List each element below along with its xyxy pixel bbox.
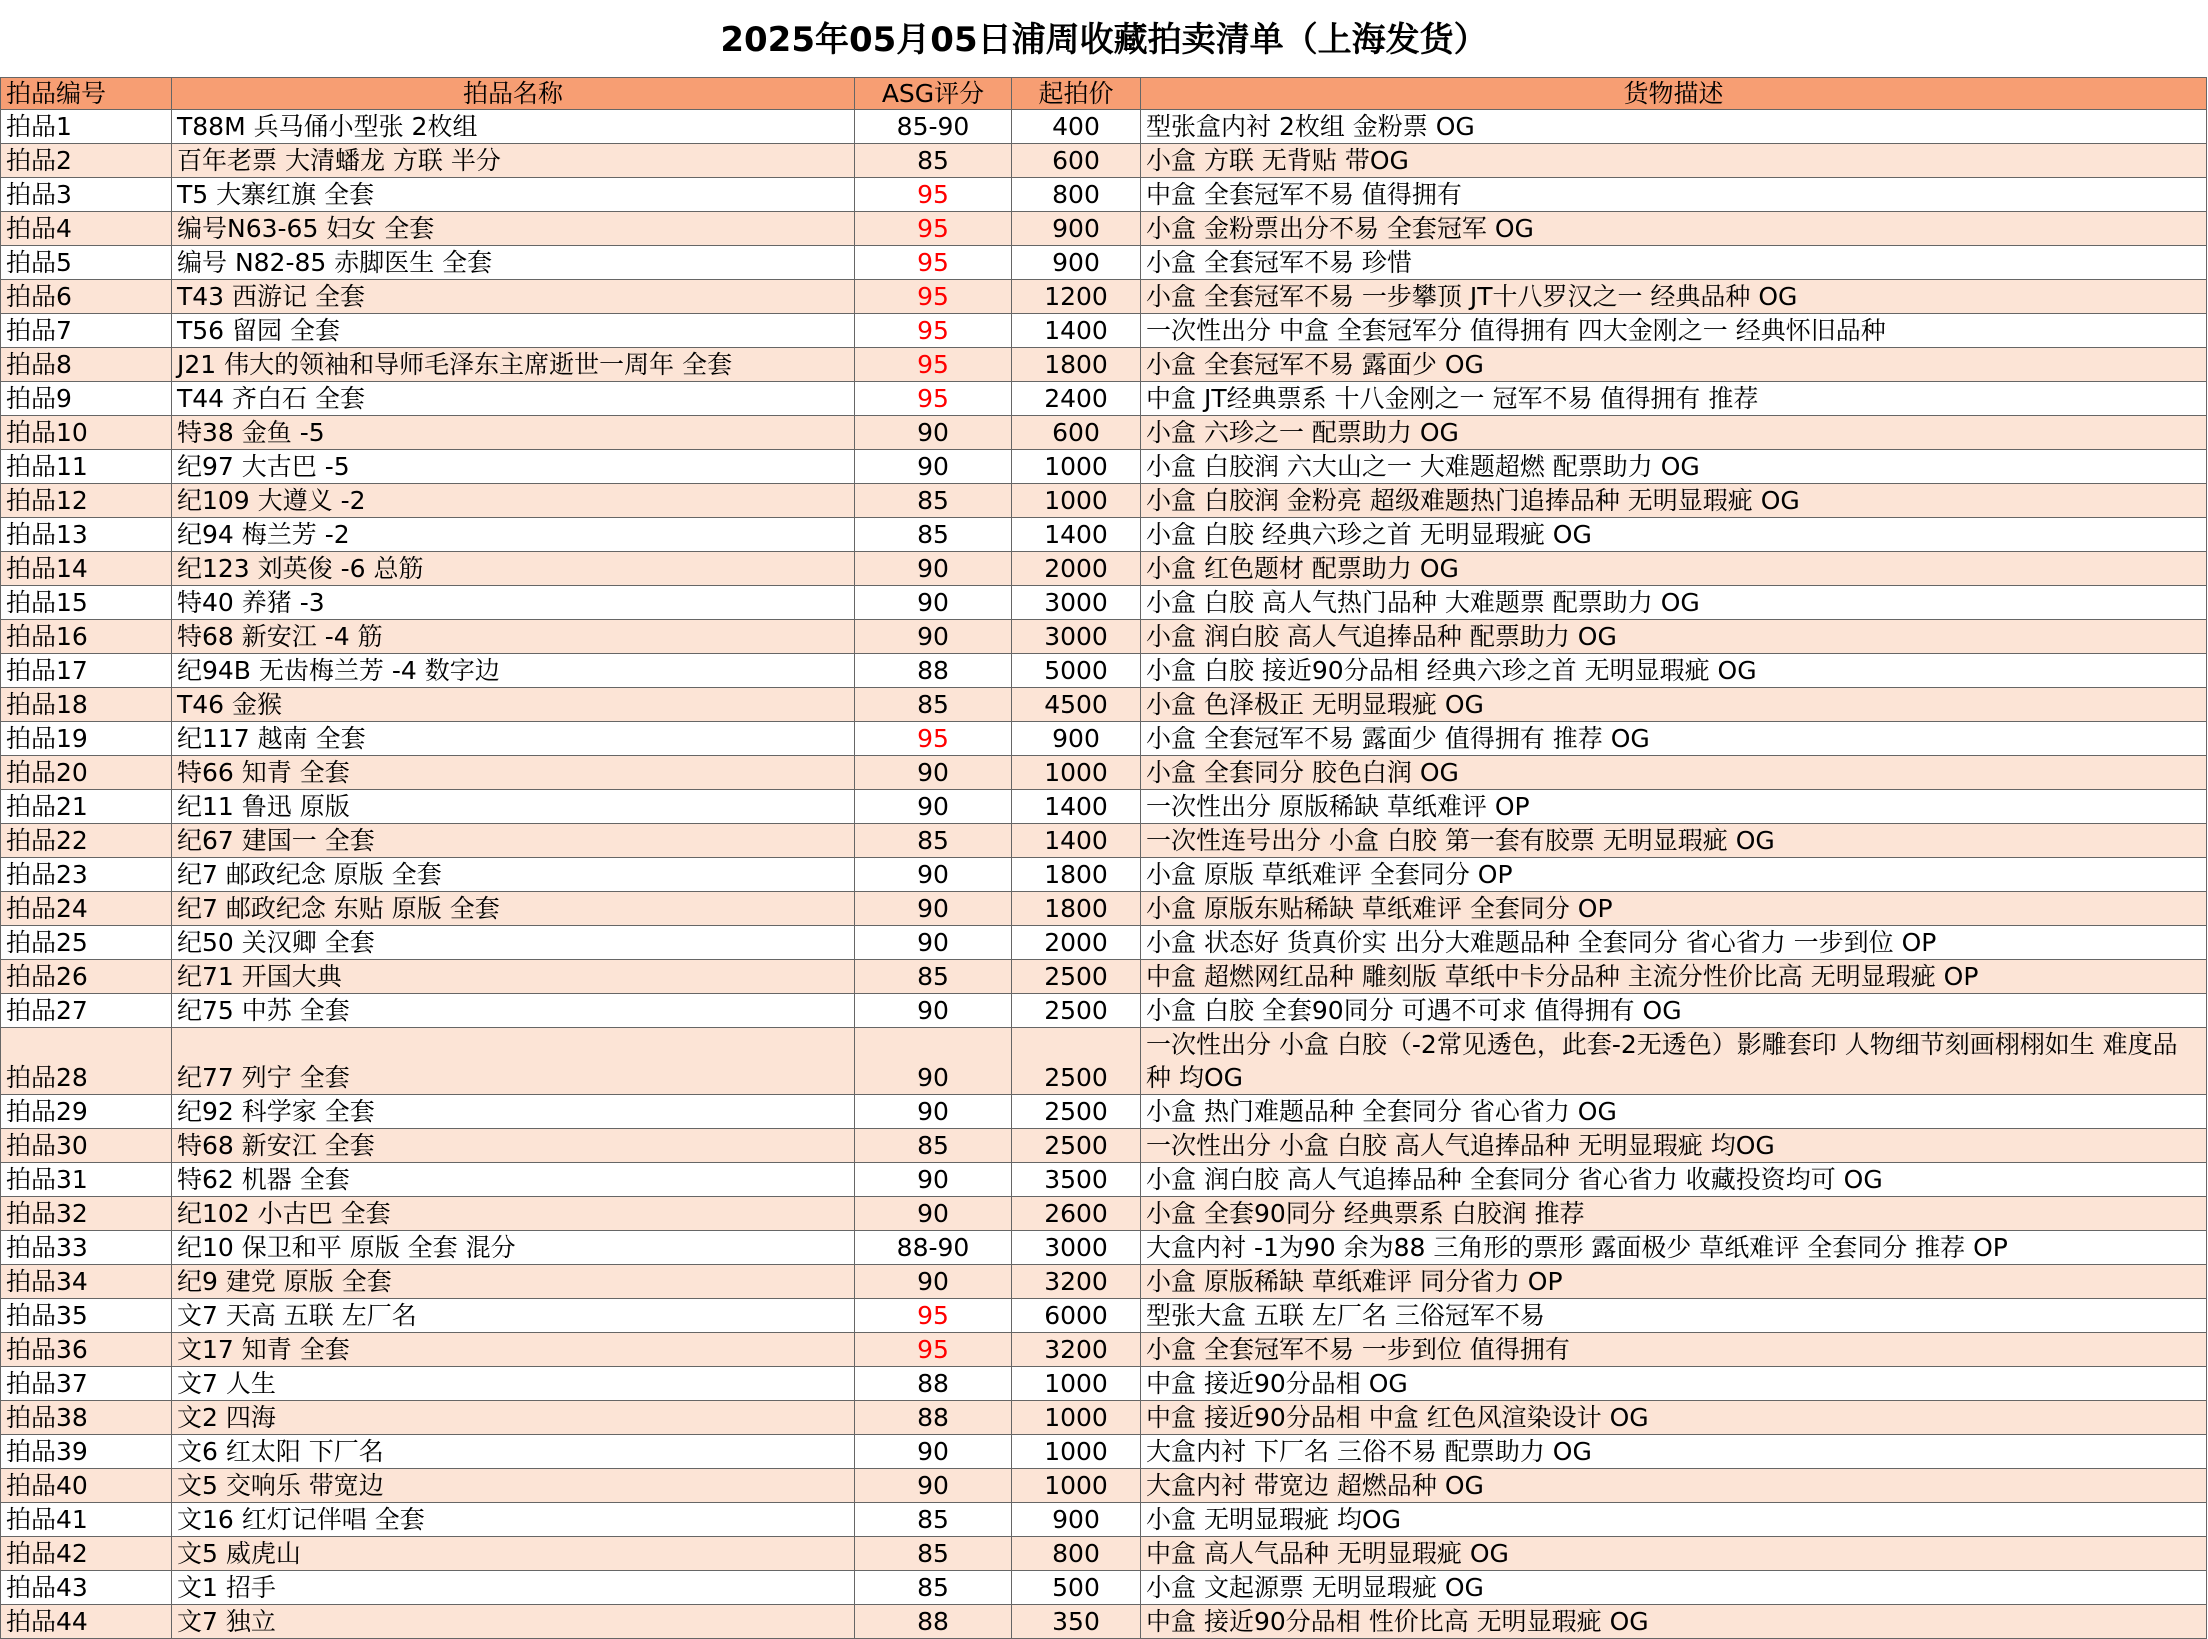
cell-lot-id: 拍品13: [1, 518, 172, 552]
cell-description: 小盒 方联 无背贴 带OG: [1141, 144, 2207, 178]
cell-lot-id: 拍品11: [1, 450, 172, 484]
cell-description: 小盒 白胶润 金粉亮 超级难题热门追捧品种 无明显瑕疵 OG: [1141, 484, 2207, 518]
cell-description: 小盒 红色题材 配票助力 OG: [1141, 552, 2207, 586]
cell-start-price: 1800: [1012, 348, 1141, 382]
cell-start-price: 350: [1012, 1605, 1141, 1639]
table-row: [1, 1299, 2207, 1333]
cell-lot-id: 拍品7: [1, 314, 172, 348]
cell-lot-id: 拍品16: [1, 620, 172, 654]
cell-start-price: 900: [1012, 722, 1141, 756]
table-row: [1, 994, 2207, 1028]
cell-lot-id: 拍品39: [1, 1435, 172, 1469]
cell-asg-score: 88: [855, 1605, 1012, 1639]
table-row: [1, 416, 2207, 450]
cell-start-price: 4500: [1012, 688, 1141, 722]
cell-lot-id: 拍品17: [1, 654, 172, 688]
cell-start-price: 2400: [1012, 382, 1141, 416]
cell-lot-name: 纪109 大遵义 -2: [172, 484, 855, 518]
cell-asg-score: 90: [855, 790, 1012, 824]
cell-asg-score: 90: [855, 1163, 1012, 1197]
cell-description: 中盒 接近90分品相 中盒 红色风渲染设计 OG: [1141, 1401, 2207, 1435]
table-body: [1, 110, 2207, 1639]
cell-lot-id: 拍品2: [1, 144, 172, 178]
table-row: [1, 824, 2207, 858]
cell-lot-id: 拍品8: [1, 348, 172, 382]
cell-description: 中盒 接近90分品相 性价比高 无明显瑕疵 OG: [1141, 1605, 2207, 1639]
cell-lot-name: 文6 红太阳 下厂名: [172, 1435, 855, 1469]
cell-start-price: 1200: [1012, 280, 1141, 314]
cell-lot-id: 拍品38: [1, 1401, 172, 1435]
cell-lot-id: 拍品10: [1, 416, 172, 450]
cell-description: 中盒 全套冠军不易 值得拥有: [1141, 178, 2207, 212]
cell-lot-id: 拍品3: [1, 178, 172, 212]
table-row: [1, 144, 2207, 178]
page-title: 2025年05月05日浦周收藏拍卖清单（上海发货）: [720, 20, 1488, 60]
cell-asg-score: 95: [855, 246, 1012, 280]
cell-lot-name: 特40 养猪 -3: [172, 586, 855, 620]
cell-asg-score: 90: [855, 892, 1012, 926]
cell-asg-score: 95: [855, 722, 1012, 756]
cell-asg-score: 90: [855, 756, 1012, 790]
cell-start-price: 1000: [1012, 484, 1141, 518]
column-header-desc: 货物描述: [1141, 78, 2207, 110]
cell-lot-id: 拍品1: [1, 110, 172, 144]
table-row: [1, 1367, 2207, 1401]
table-row: [1, 348, 2207, 382]
cell-description: 小盒 白胶 接近90分品相 经典六珍之首 无明显瑕疵 OG: [1141, 654, 2207, 688]
cell-lot-name: 纪7 邮政纪念 原版 全套: [172, 858, 855, 892]
cell-asg-score: 88: [855, 654, 1012, 688]
cell-asg-score: 90: [855, 926, 1012, 960]
cell-asg-score: 90: [855, 416, 1012, 450]
cell-start-price: 900: [1012, 212, 1141, 246]
cell-start-price: 3000: [1012, 1231, 1141, 1265]
table-row: [1, 110, 2207, 144]
cell-description: 小盒 六珍之一 配票助力 OG: [1141, 416, 2207, 450]
cell-lot-id: 拍品28: [1, 1028, 172, 1095]
cell-lot-id: 拍品14: [1, 552, 172, 586]
cell-description: 小盒 白胶润 六大山之一 大难题超燃 配票助力 OG: [1141, 450, 2207, 484]
cell-start-price: 1800: [1012, 858, 1141, 892]
cell-asg-score: 85: [855, 824, 1012, 858]
table-row: [1, 1435, 2207, 1469]
cell-start-price: 3200: [1012, 1265, 1141, 1299]
cell-start-price: 6000: [1012, 1299, 1141, 1333]
cell-start-price: 500: [1012, 1571, 1141, 1605]
cell-description: 小盒 热门难题品种 全套同分 省心省力 OG: [1141, 1095, 2207, 1129]
cell-lot-id: 拍品23: [1, 858, 172, 892]
cell-asg-score: 85: [855, 518, 1012, 552]
table-row: [1, 586, 2207, 620]
cell-lot-name: 纪94B 无齿梅兰芳 -4 数字边: [172, 654, 855, 688]
cell-asg-score: 90: [855, 858, 1012, 892]
cell-description: 小盒 原版东贴稀缺 草纸难评 全套同分 OP: [1141, 892, 2207, 926]
cell-start-price: 900: [1012, 1503, 1141, 1537]
cell-lot-name: T56 留园 全套: [172, 314, 855, 348]
cell-description: 中盒 高人气品种 无明显瑕疵 OG: [1141, 1537, 2207, 1571]
cell-description: 一次性出分 小盒 白胶（-2常见透色，此套-2无透色）影雕套印 人物细节刻画栩栩如生 难度品种 均OG: [1141, 1028, 2207, 1095]
cell-start-price: 1400: [1012, 314, 1141, 348]
cell-description: 小盒 状态好 货真价实 出分大难题品种 全套同分 省心省力 一步到位 OP: [1141, 926, 2207, 960]
cell-lot-name: 文5 交响乐 带宽边: [172, 1469, 855, 1503]
cell-asg-score: 88-90: [855, 1231, 1012, 1265]
cell-asg-score: 85: [855, 1129, 1012, 1163]
cell-description: 小盒 全套冠军不易 一步攀顶 JT十八罗汉之一 经典品种 OG: [1141, 280, 2207, 314]
cell-asg-score: 90: [855, 1435, 1012, 1469]
cell-lot-name: T43 西游记 全套: [172, 280, 855, 314]
cell-description: 大盒内衬 -1为90 余为88 三角形的票形 露面极少 草纸难评 全套同分 推荐 OP: [1141, 1231, 2207, 1265]
cell-start-price: 2600: [1012, 1197, 1141, 1231]
cell-lot-name: 纪94 梅兰芳 -2: [172, 518, 855, 552]
table-row: [1, 722, 2207, 756]
cell-lot-name: 纪10 保卫和平 原版 全套 混分: [172, 1231, 855, 1265]
table-row: [1, 518, 2207, 552]
cell-asg-score: 90: [855, 1469, 1012, 1503]
cell-lot-name: 纪92 科学家 全套: [172, 1095, 855, 1129]
cell-start-price: 2500: [1012, 1028, 1141, 1095]
column-header-price: 起拍价: [1012, 78, 1141, 110]
cell-lot-name: 特68 新安江 全套: [172, 1129, 855, 1163]
cell-start-price: 3000: [1012, 620, 1141, 654]
cell-lot-id: 拍品29: [1, 1095, 172, 1129]
cell-start-price: 1000: [1012, 1367, 1141, 1401]
cell-lot-name: 纪67 建国一 全套: [172, 824, 855, 858]
cell-asg-score: 90: [855, 450, 1012, 484]
cell-start-price: 2000: [1012, 552, 1141, 586]
cell-start-price: 2500: [1012, 960, 1141, 994]
cell-lot-name: 百年老票 大清蟠龙 方联 半分: [172, 144, 855, 178]
cell-lot-id: 拍品25: [1, 926, 172, 960]
table-row: [1, 552, 2207, 586]
cell-asg-score: 95: [855, 314, 1012, 348]
cell-description: 型张大盒 五联 左厂名 三俗冠军不易: [1141, 1299, 2207, 1333]
cell-lot-name: T46 金猴: [172, 688, 855, 722]
column-header-name: 拍品名称: [172, 78, 855, 110]
cell-description: 一次性出分 小盒 白胶 高人气追捧品种 无明显瑕疵 均OG: [1141, 1129, 2207, 1163]
cell-asg-score: 88: [855, 1367, 1012, 1401]
cell-description: 小盒 色泽极正 无明显瑕疵 OG: [1141, 688, 2207, 722]
cell-description: 一次性连号出分 小盒 白胶 第一套有胶票 无明显瑕疵 OG: [1141, 824, 2207, 858]
cell-start-price: 600: [1012, 144, 1141, 178]
table-row: [1, 1571, 2207, 1605]
cell-start-price: 900: [1012, 246, 1141, 280]
cell-lot-name: 纪75 中苏 全套: [172, 994, 855, 1028]
cell-asg-score: 85: [855, 484, 1012, 518]
cell-asg-score: 85: [855, 1571, 1012, 1605]
cell-lot-id: 拍品41: [1, 1503, 172, 1537]
table-row: [1, 1605, 2207, 1639]
cell-asg-score: 85: [855, 144, 1012, 178]
cell-description: 一次性出分 原版稀缺 草纸难评 OP: [1141, 790, 2207, 824]
cell-lot-id: 拍品19: [1, 722, 172, 756]
cell-description: 中盒 接近90分品相 OG: [1141, 1367, 2207, 1401]
cell-description: 中盒 JT经典票系 十八金刚之一 冠军不易 值得拥有 推荐: [1141, 382, 2207, 416]
cell-asg-score: 95: [855, 280, 1012, 314]
cell-lot-id: 拍品36: [1, 1333, 172, 1367]
cell-lot-name: 纪71 开国大典: [172, 960, 855, 994]
cell-lot-name: 文1 招手: [172, 1571, 855, 1605]
cell-start-price: 1000: [1012, 1469, 1141, 1503]
cell-lot-name: 编号N63-65 妇女 全套: [172, 212, 855, 246]
cell-start-price: 1400: [1012, 790, 1141, 824]
cell-lot-name: 文7 人生: [172, 1367, 855, 1401]
cell-lot-name: 纪9 建党 原版 全套: [172, 1265, 855, 1299]
cell-lot-id: 拍品12: [1, 484, 172, 518]
cell-description: 小盒 全套冠军不易 珍惜: [1141, 246, 2207, 280]
cell-start-price: 3200: [1012, 1333, 1141, 1367]
cell-start-price: 5000: [1012, 654, 1141, 688]
cell-asg-score: 95: [855, 382, 1012, 416]
cell-description: 小盒 全套冠军不易 一步到位 值得拥有: [1141, 1333, 2207, 1367]
cell-lot-id: 拍品9: [1, 382, 172, 416]
table-row: [1, 1028, 2207, 1095]
cell-start-price: 1000: [1012, 756, 1141, 790]
cell-lot-id: 拍品33: [1, 1231, 172, 1265]
table-row: [1, 1537, 2207, 1571]
table-row: [1, 1197, 2207, 1231]
cell-description: 中盒 超燃网红品种 雕刻版 草纸中卡分品种 主流分性价比高 无明显瑕疵 OP: [1141, 960, 2207, 994]
column-header-id: 拍品编号: [1, 78, 172, 110]
cell-lot-name: 纪123 刘英俊 -6 总筋: [172, 552, 855, 586]
cell-asg-score: 85: [855, 688, 1012, 722]
table-row: [1, 756, 2207, 790]
cell-asg-score: 90: [855, 1197, 1012, 1231]
cell-start-price: 3500: [1012, 1163, 1141, 1197]
cell-lot-id: 拍品35: [1, 1299, 172, 1333]
cell-asg-score: 90: [855, 552, 1012, 586]
table-row: [1, 382, 2207, 416]
header-row: [1, 78, 2207, 110]
table-row: [1, 688, 2207, 722]
cell-lot-name: 特68 新安江 -4 筋: [172, 620, 855, 654]
cell-start-price: 3000: [1012, 586, 1141, 620]
cell-asg-score: 90: [855, 1095, 1012, 1129]
table-row: [1, 1129, 2207, 1163]
table-row: [1, 450, 2207, 484]
cell-lot-id: 拍品31: [1, 1163, 172, 1197]
cell-description: 大盒内衬 下厂名 三俗不易 配票助力 OG: [1141, 1435, 2207, 1469]
cell-lot-id: 拍品22: [1, 824, 172, 858]
cell-lot-id: 拍品44: [1, 1605, 172, 1639]
cell-lot-id: 拍品21: [1, 790, 172, 824]
cell-start-price: 2000: [1012, 926, 1141, 960]
cell-lot-id: 拍品40: [1, 1469, 172, 1503]
cell-asg-score: 85: [855, 960, 1012, 994]
cell-lot-id: 拍品42: [1, 1537, 172, 1571]
cell-lot-name: 文2 四海: [172, 1401, 855, 1435]
cell-lot-name: T88M 兵马俑小型张 2枚组: [172, 110, 855, 144]
cell-lot-name: T44 齐白石 全套: [172, 382, 855, 416]
cell-lot-id: 拍品43: [1, 1571, 172, 1605]
cell-description: 小盒 文起源票 无明显瑕疵 OG: [1141, 1571, 2207, 1605]
cell-asg-score: 85-90: [855, 110, 1012, 144]
table-row: [1, 654, 2207, 688]
cell-lot-name: J21 伟大的领袖和导师毛泽东主席逝世一周年 全套: [172, 348, 855, 382]
cell-lot-name: 文5 威虎山: [172, 1537, 855, 1571]
cell-lot-id: 拍品20: [1, 756, 172, 790]
table-row: [1, 1163, 2207, 1197]
cell-asg-score: 95: [855, 1333, 1012, 1367]
cell-description: 小盒 全套同分 胶色白润 OG: [1141, 756, 2207, 790]
cell-lot-name: 纪97 大古巴 -5: [172, 450, 855, 484]
cell-lot-id: 拍品34: [1, 1265, 172, 1299]
column-header-score: ASG评分: [855, 78, 1012, 110]
cell-asg-score: 88: [855, 1401, 1012, 1435]
table-row: [1, 1401, 2207, 1435]
table-row: [1, 892, 2207, 926]
cell-start-price: 1400: [1012, 518, 1141, 552]
cell-description: 小盒 无明显瑕疵 均OG: [1141, 1503, 2207, 1537]
cell-lot-name: 纪102 小古巴 全套: [172, 1197, 855, 1231]
table-row: [1, 620, 2207, 654]
cell-lot-id: 拍品26: [1, 960, 172, 994]
cell-asg-score: 95: [855, 1299, 1012, 1333]
cell-lot-name: 特62 机器 全套: [172, 1163, 855, 1197]
cell-lot-name: 特66 知青 全套: [172, 756, 855, 790]
cell-lot-id: 拍品30: [1, 1129, 172, 1163]
cell-description: 小盒 原版 草纸难评 全套同分 OP: [1141, 858, 2207, 892]
cell-lot-id: 拍品6: [1, 280, 172, 314]
cell-lot-name: 文7 独立: [172, 1605, 855, 1639]
cell-description: 一次性出分 中盒 全套冠军分 值得拥有 四大金刚之一 经典怀旧品种: [1141, 314, 2207, 348]
cell-lot-name: 文16 红灯记伴唱 全套: [172, 1503, 855, 1537]
cell-description: 小盒 白胶 高人气热门品种 大难题票 配票助力 OG: [1141, 586, 2207, 620]
cell-asg-score: 95: [855, 178, 1012, 212]
table-row: [1, 1503, 2207, 1537]
cell-asg-score: 90: [855, 994, 1012, 1028]
cell-lot-name: T5 大寨红旗 全套: [172, 178, 855, 212]
cell-asg-score: 90: [855, 620, 1012, 654]
cell-asg-score: 85: [855, 1503, 1012, 1537]
cell-start-price: 800: [1012, 178, 1141, 212]
cell-lot-name: 文7 天高 五联 左厂名: [172, 1299, 855, 1333]
table-row: [1, 1265, 2207, 1299]
cell-lot-id: 拍品4: [1, 212, 172, 246]
cell-lot-id: 拍品5: [1, 246, 172, 280]
table-row: [1, 960, 2207, 994]
cell-description: 小盒 全套冠军不易 露面少 OG: [1141, 348, 2207, 382]
cell-start-price: 1400: [1012, 824, 1141, 858]
cell-start-price: 400: [1012, 110, 1141, 144]
cell-start-price: 600: [1012, 416, 1141, 450]
cell-description: 小盒 润白胶 高人气追捧品种 全套同分 省心省力 收藏投资均可 OG: [1141, 1163, 2207, 1197]
cell-lot-name: 纪7 邮政纪念 东贴 原版 全套: [172, 892, 855, 926]
cell-lot-name: 编号 N82-85 赤脚医生 全套: [172, 246, 855, 280]
cell-lot-id: 拍品15: [1, 586, 172, 620]
table-row: [1, 926, 2207, 960]
cell-asg-score: 95: [855, 348, 1012, 382]
cell-asg-score: 90: [855, 1028, 1012, 1095]
cell-start-price: 1800: [1012, 892, 1141, 926]
cell-description: 小盒 白胶 经典六珍之首 无明显瑕疵 OG: [1141, 518, 2207, 552]
cell-lot-id: 拍品24: [1, 892, 172, 926]
cell-asg-score: 90: [855, 1265, 1012, 1299]
cell-lot-name: 特38 金鱼 -5: [172, 416, 855, 450]
cell-description: 大盒内衬 带宽边 超燃品种 OG: [1141, 1469, 2207, 1503]
cell-lot-id: 拍品37: [1, 1367, 172, 1401]
cell-lot-id: 拍品32: [1, 1197, 172, 1231]
cell-lot-name: 文17 知青 全套: [172, 1333, 855, 1367]
cell-start-price: 2500: [1012, 1129, 1141, 1163]
cell-description: 小盒 全套冠军不易 露面少 值得拥有 推荐 OG: [1141, 722, 2207, 756]
cell-description: 小盒 白胶 全套90同分 可遇不可求 值得拥有 OG: [1141, 994, 2207, 1028]
table-row: [1, 790, 2207, 824]
cell-asg-score: 90: [855, 586, 1012, 620]
auction-table: [0, 77, 2207, 1639]
table-row: [1, 1231, 2207, 1265]
cell-lot-id: 拍品27: [1, 994, 172, 1028]
cell-lot-name: 纪117 越南 全套: [172, 722, 855, 756]
cell-description: 小盒 金粉票出分不易 全套冠军 OG: [1141, 212, 2207, 246]
cell-start-price: 1000: [1012, 1401, 1141, 1435]
table-row: [1, 484, 2207, 518]
cell-asg-score: 95: [855, 212, 1012, 246]
cell-start-price: 1000: [1012, 1435, 1141, 1469]
cell-start-price: 2500: [1012, 994, 1141, 1028]
table-row: [1, 314, 2207, 348]
cell-description: 小盒 原版稀缺 草纸难评 同分省力 OP: [1141, 1265, 2207, 1299]
cell-description: 型张盒内衬 2枚组 金粉票 OG: [1141, 110, 2207, 144]
table-row: [1, 246, 2207, 280]
table-row: [1, 1469, 2207, 1503]
cell-lot-name: 纪50 关汉卿 全套: [172, 926, 855, 960]
cell-description: 小盒 全套90同分 经典票系 白胶润 推荐: [1141, 1197, 2207, 1231]
cell-lot-id: 拍品18: [1, 688, 172, 722]
cell-lot-name: 纪77 列宁 全套: [172, 1028, 855, 1095]
table-row: [1, 1095, 2207, 1129]
table-row: [1, 212, 2207, 246]
cell-asg-score: 85: [855, 1537, 1012, 1571]
table-row: [1, 178, 2207, 212]
cell-start-price: 2500: [1012, 1095, 1141, 1129]
table-row: [1, 1333, 2207, 1367]
cell-description: 小盒 润白胶 高人气追捧品种 配票助力 OG: [1141, 620, 2207, 654]
cell-start-price: 1000: [1012, 450, 1141, 484]
table-row: [1, 858, 2207, 892]
table-row: [1, 280, 2207, 314]
cell-lot-name: 纪11 鲁迅 原版: [172, 790, 855, 824]
cell-start-price: 800: [1012, 1537, 1141, 1571]
